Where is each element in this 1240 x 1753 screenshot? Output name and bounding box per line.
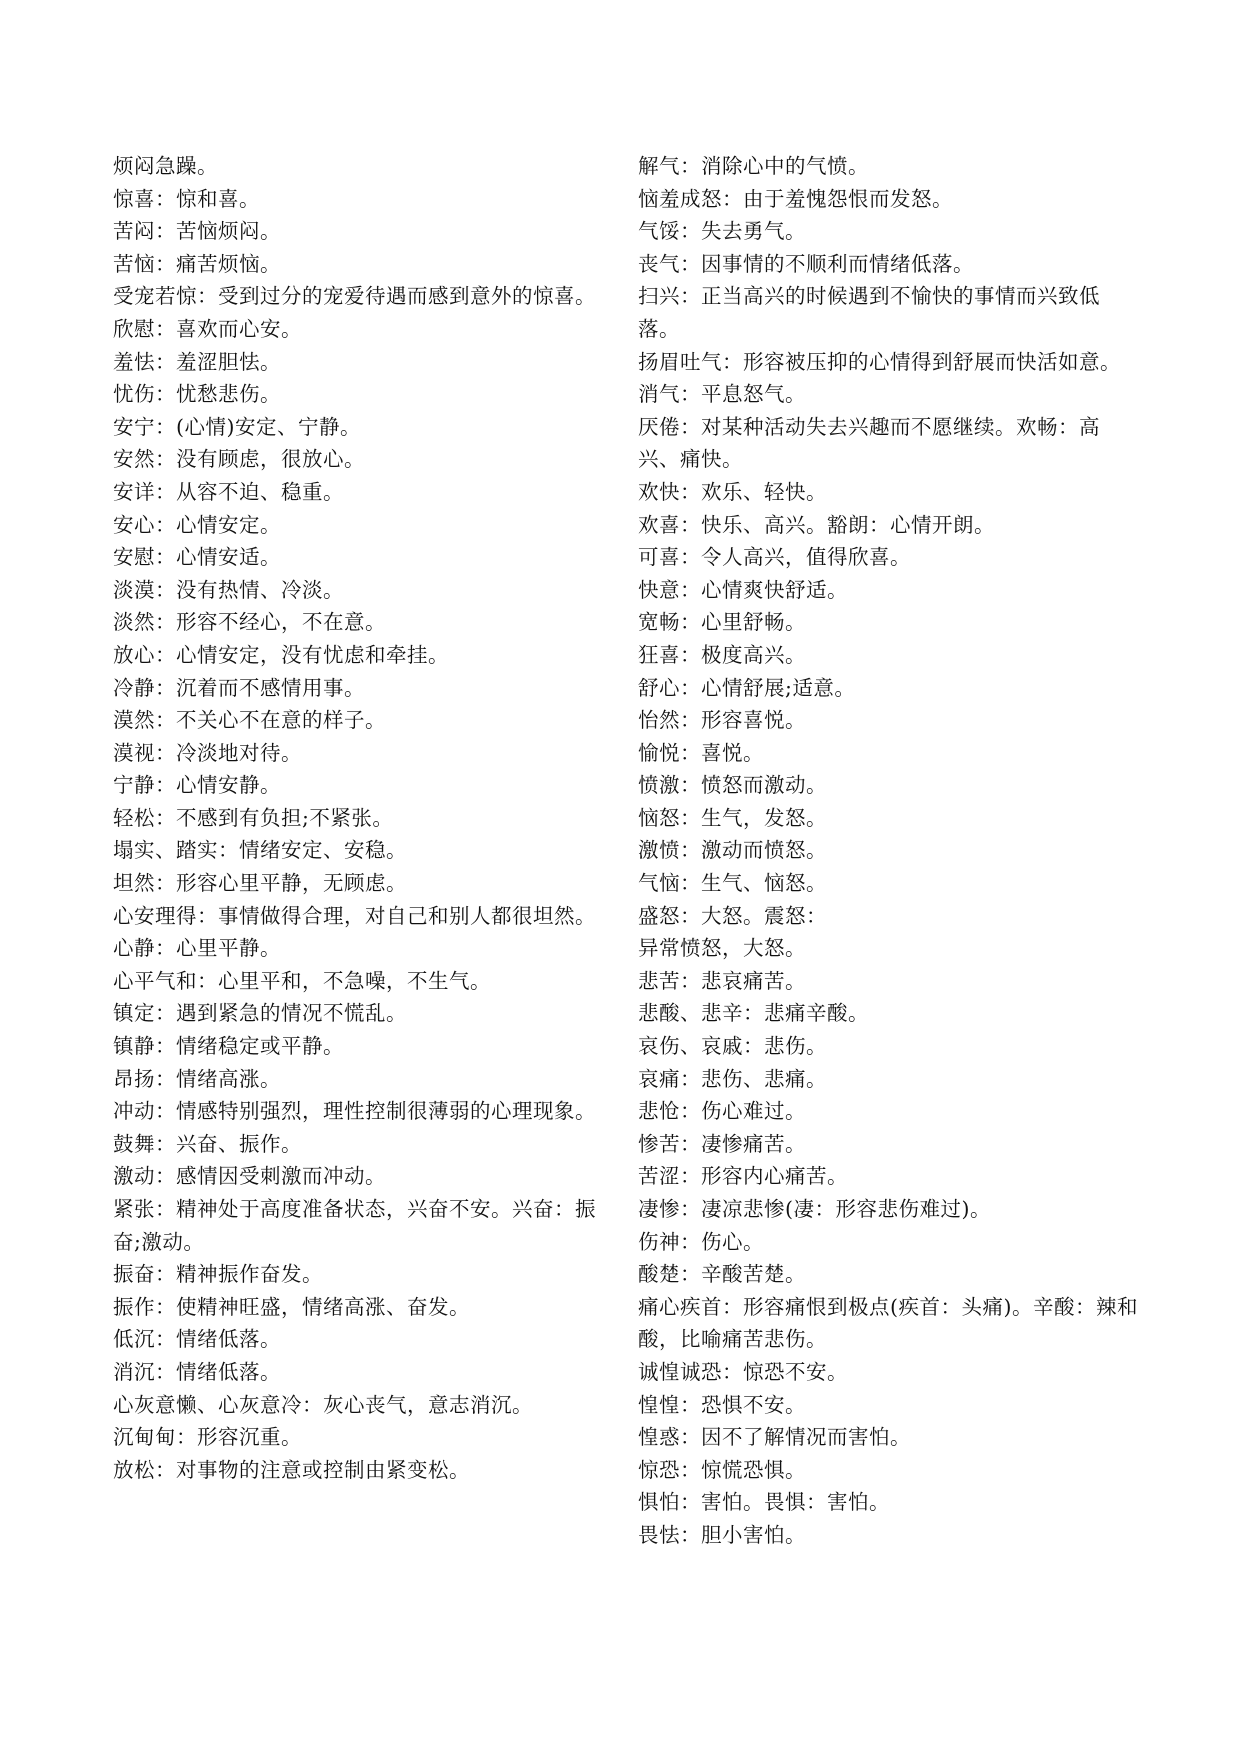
definition-entry: 哀痛：悲伤、悲痛。 (638, 1066, 827, 1091)
definition-entry: 恼怒：生气，发怒。 (638, 805, 827, 830)
definition-entry: 消气：平息怒气。 (638, 382, 806, 407)
definition-entry: 快意：心情爽快舒适。 (638, 577, 848, 602)
definition-entry: 惧怕：害怕。畏惧：害怕。 (638, 1490, 890, 1515)
definition-entry: 宽畅：心里舒畅。 (638, 610, 806, 635)
definition-entry: 畏怯：胆小害怕。 (638, 1522, 806, 1547)
definition-entry: 愤激：愤怒而激动。 (638, 773, 827, 798)
definition-entry: 苦恼：痛苦烦恼。 (113, 251, 281, 276)
definition-entry: 气恼：生气、恼怒。 (638, 871, 827, 896)
definition-entry: 放松：对事物的注意或控制由紧变松。 (113, 1457, 470, 1482)
definition-entry: 低沉：情绪低落。 (113, 1327, 281, 1352)
definition-entry: 昂扬：情绪高涨。 (113, 1066, 281, 1091)
definition-entry: 振奋：精神振作奋发。 (113, 1262, 323, 1287)
definition-entry: 异常愤怒，大怒。 (638, 936, 806, 961)
definition-entry: 可喜：令人高兴，值得欣喜。 (638, 545, 911, 570)
definition-entry: 扬眉吐气：形容被压抑的心情得到舒展而快活如意。 (638, 349, 1121, 374)
definition-entry: 振作：使精神旺盛，情绪高涨、奋发。 (113, 1294, 470, 1319)
definition-entry: 欣慰：喜欢而心安。 (113, 316, 302, 341)
definition-entry: 惶惶：恐惧不安。 (638, 1392, 806, 1417)
definition-entry: 坦然：形容心里平静，无顾虑。 (113, 871, 407, 896)
definition-entry: 消沉：情绪低落。 (113, 1359, 281, 1384)
definition-entry: 心平气和：心里平和，不急噪，不生气。 (113, 968, 491, 993)
definition-entry: 紧张：精神处于高度准备状态，兴奋不安。兴奋：振奋;激动。 (113, 1197, 596, 1254)
definition-entry: 苦闷：苦恼烦闷。 (113, 219, 281, 244)
definition-entry: 舒心：心情舒展;适意。 (638, 675, 856, 700)
definition-entry: 宁静：心情安静。 (113, 773, 281, 798)
definition-entry: 惊恐：惊慌恐惧。 (638, 1457, 806, 1482)
definition-entry: 心静：心里平静。 (113, 936, 281, 961)
definition-entry: 淡漠：没有热情、冷淡。 (113, 577, 344, 602)
left-column (113, 150, 613, 1486)
definition-entry: 鼓舞：兴奋、振作。 (113, 1131, 302, 1156)
definition-entry: 悲怆：伤心难过。 (638, 1099, 806, 1124)
definition-entry: 忧伤：忧愁悲伤。 (113, 382, 281, 407)
definition-entry: 激愤：激动而愤怒。 (638, 838, 827, 863)
definition-entry: 淡然：形容不经心，不在意。 (113, 610, 386, 635)
definition-entry: 安宁：(心情)安定、宁静。 (113, 414, 361, 439)
definition-entry: 凄惨：凄凉悲惨(凄：形容悲伤难过)。 (638, 1197, 991, 1221)
definition-entry: 愉悦：喜悦。 (638, 740, 764, 765)
definition-entry: 放心：心情安定，没有忧虑和牵挂。 (113, 642, 449, 667)
definition-entry: 丧气：因事情的不顺利而情绪低落。 (638, 251, 974, 276)
definition-entry: 酸楚：辛酸苦楚。 (638, 1262, 806, 1287)
definition-entry: 狂喜：极度高兴。 (638, 642, 806, 667)
definition-entry: 沉甸甸：形容沉重。 (113, 1425, 302, 1450)
definition-entry: 惨苦：凄惨痛苦。 (638, 1131, 806, 1156)
definition-entry: 塌实、踏实：情绪安定、安稳。 (113, 838, 407, 863)
definition-entry: 心安理得：事情做得合理，对自己和别人都很坦然。 (113, 903, 596, 928)
definition-entry: 气馁：失去勇气。 (638, 219, 806, 244)
definition-entry: 惊喜：惊和喜。 (113, 186, 260, 211)
definition-entry: 受宠若惊：受到过分的宠爱待遇而感到意外的惊喜。 (113, 284, 596, 309)
definition-entry: 厌倦：对某种活动失去兴趣而不愿继续。欢畅：高兴、痛快。 (638, 414, 1100, 472)
definition-entry: 哀伤、哀戚：悲伤。 (638, 1034, 827, 1059)
definition-entry: 羞怯：羞涩胆怯。 (113, 349, 281, 374)
definition-entry: 盛怒：大怒。震怒： (638, 903, 827, 928)
definition-entry: 痛心疾首：形容痛恨到极点(疾首：头痛)。辛酸：辣和酸，比喻痛苦悲伤。 (638, 1294, 1138, 1352)
definition-entry: 伤神：伤心。 (638, 1229, 764, 1254)
definition-entry: 悲苦：悲哀痛苦。 (638, 968, 806, 993)
definition-entry: 漠然：不关心不在意的样子。 (113, 708, 386, 733)
definition-entry: 激动：感情因受刺激而冲动。 (113, 1164, 386, 1189)
definition-entry: 冲动：情感特别强烈，理性控制很薄弱的心理现象。 (113, 1099, 596, 1124)
definition-entry: 镇静：情绪稳定或平静。 (113, 1034, 344, 1059)
definition-entry: 安详：从容不迫、稳重。 (113, 479, 344, 504)
right-column (638, 150, 1138, 1552)
definition-entry: 安然：没有顾虑，很放心。 (113, 447, 365, 472)
definition-entry: 烦闷急躁。 (113, 154, 218, 178)
definition-entry: 欢喜：快乐、高兴。豁朗：心情开朗。 (638, 512, 995, 537)
definition-entry: 镇定：遇到紧急的情况不慌乱。 (113, 1001, 407, 1026)
definition-entry: 漠视：冷淡地对待。 (113, 740, 302, 765)
definition-entry: 安慰：心情安适。 (113, 545, 281, 570)
definition-entry: 惶惑：因不了解情况而害怕。 (638, 1425, 911, 1450)
definition-entry: 悲酸、悲辛：悲痛辛酸。 (638, 1001, 869, 1026)
definition-entry: 扫兴：正当高兴的时候遇到不愉快的事情而兴致低落。 (638, 284, 1100, 341)
definition-entry: 安心：心情安定。 (113, 512, 281, 537)
definition-entry: 冷静：沉着而不感情用事。 (113, 675, 365, 700)
definition-entry: 心灰意懒、心灰意冷：灰心丧气，意志消沉。 (113, 1392, 533, 1417)
definition-entry: 欢快：欢乐、轻快。 (638, 479, 827, 504)
definition-entry: 诚惶诚恐：惊恐不安。 (638, 1359, 848, 1384)
definition-entry: 恼羞成怒：由于羞愧怨恨而发怒。 (638, 186, 953, 211)
definition-entry: 轻松：不感到有负担;不紧张。 (113, 805, 394, 830)
definition-entry: 苦涩：形容内心痛苦。 (638, 1164, 848, 1189)
definition-entry: 解气：消除心中的气愤。 (638, 154, 869, 178)
definition-entry: 怡然：形容喜悦。 (638, 708, 806, 733)
